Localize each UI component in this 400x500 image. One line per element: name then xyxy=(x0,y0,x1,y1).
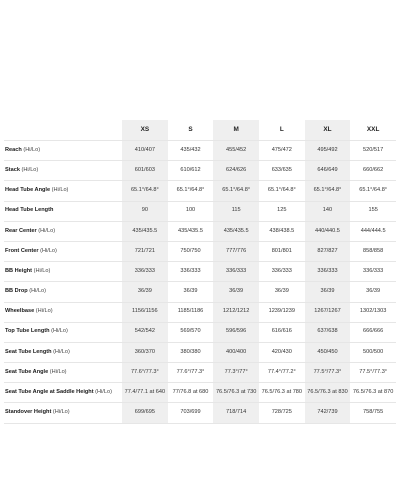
cell-xs: 36/39 xyxy=(122,282,168,302)
cell-xl: 36/39 xyxy=(305,282,351,302)
row-label xyxy=(4,221,122,241)
cell-xl: 637/638 xyxy=(305,322,351,342)
cell-s: 36/39 xyxy=(168,282,214,302)
size-header-m: M xyxy=(213,120,259,141)
row-label xyxy=(4,241,122,261)
cell-l: 77.4°/77.2° xyxy=(259,363,305,383)
row-label-name: Stack xyxy=(5,166,20,173)
row-label-name: Rear Center xyxy=(5,227,37,234)
row-label xyxy=(4,201,122,221)
row-label xyxy=(4,282,122,302)
row-label-unit: (Hi/Lo) xyxy=(34,308,53,315)
row-label-unit: (Hi/Lo) xyxy=(50,187,69,194)
cell-l: 36/39 xyxy=(259,282,305,302)
cell-xxl: 660/662 xyxy=(350,161,396,181)
cell-l: 801/801 xyxy=(259,241,305,261)
cell-l: 616/616 xyxy=(259,322,305,342)
row-label-unit: (Hi/Lo) xyxy=(49,328,68,335)
cell-xl: 646/649 xyxy=(305,161,351,181)
table-row xyxy=(4,322,396,342)
cell-s: 77/76.8 at 680 xyxy=(168,383,214,403)
cell-xxl: 65.1°/64.8° xyxy=(350,181,396,201)
cell-xs: 601/603 xyxy=(122,161,168,181)
cell-xs: 77.4/77.1 at 640 xyxy=(122,383,168,403)
cell-xs: 1156/1156 xyxy=(122,302,168,322)
cell-s: 65.1°/64.8° xyxy=(168,181,214,201)
cell-xs: 542/542 xyxy=(122,322,168,342)
cell-m: 455/452 xyxy=(213,141,259,161)
row-label-unit: (Hi/Lo) xyxy=(51,409,70,416)
row-label-unit: (Hi/Lo) xyxy=(32,267,51,274)
cell-xxl: 76.5/76.3 at 870 xyxy=(350,383,396,403)
cell-xs: 65.1°/64.8° xyxy=(122,181,168,201)
row-label-unit: (Hi/Lo) xyxy=(93,389,112,396)
table-row xyxy=(4,342,396,362)
row-label-name: Wheelbase xyxy=(5,308,35,315)
table-row xyxy=(4,302,396,322)
cell-xl: 440/440.5 xyxy=(305,221,351,241)
cell-l: 633/635 xyxy=(259,161,305,181)
table-row xyxy=(4,383,396,403)
cell-xs: 360/370 xyxy=(122,342,168,362)
cell-xl: 495/492 xyxy=(305,141,351,161)
row-label xyxy=(4,161,122,181)
table-row xyxy=(4,262,396,282)
size-header-s: S xyxy=(168,120,214,141)
table-row xyxy=(4,201,396,221)
row-label-name: Seat Tube Length xyxy=(5,348,52,355)
size-header-xl: XL xyxy=(305,120,351,141)
cell-s: 435/432 xyxy=(168,141,214,161)
cell-s: 1185/1186 xyxy=(168,302,214,322)
cell-s: 610/612 xyxy=(168,161,214,181)
cell-xs: 435/435.5 xyxy=(122,221,168,241)
cell-xs: 699/695 xyxy=(122,403,168,423)
cell-xxl: 444/444.5 xyxy=(350,221,396,241)
cell-m: 400/400 xyxy=(213,342,259,362)
row-label xyxy=(4,363,122,383)
cell-xs: 77.6°/77.3° xyxy=(122,363,168,383)
row-label-unit: (Hi/Lo) xyxy=(36,227,56,234)
cell-l: 1239/1239 xyxy=(259,302,305,322)
row-label-name: Seat Tube Angle at Saddle Height xyxy=(5,389,94,396)
row-label-name: Head Tube Angle xyxy=(5,187,51,194)
row-label-name: Front Center xyxy=(5,247,39,254)
cell-m: 1212/1212 xyxy=(213,302,259,322)
cell-xxl: 520/517 xyxy=(350,141,396,161)
cell-l: 76.5/76.3 at 780 xyxy=(259,383,305,403)
row-label xyxy=(4,181,122,201)
cell-xxl: 336/333 xyxy=(350,262,396,282)
cell-l: 475/472 xyxy=(259,141,305,161)
cell-s: 750/750 xyxy=(168,241,214,261)
row-label-unit: (Hi/Lo) xyxy=(21,146,41,153)
cell-s: 380/380 xyxy=(168,342,214,362)
row-label xyxy=(4,302,122,322)
row-label xyxy=(4,383,122,403)
cell-xl: 336/333 xyxy=(305,262,351,282)
row-label-unit: (Hi/Lo) xyxy=(51,348,70,355)
cell-l: 336/333 xyxy=(259,262,305,282)
cell-l: 438/438.5 xyxy=(259,221,305,241)
cell-s: 336/333 xyxy=(168,262,214,282)
cell-xs: 410/407 xyxy=(122,141,168,161)
geometry-table xyxy=(4,120,396,424)
cell-m: 115 xyxy=(213,201,259,221)
row-label xyxy=(4,322,122,342)
row-label-name: Top Tube Length xyxy=(5,328,50,335)
cell-xxl: 758/755 xyxy=(350,403,396,423)
cell-xxl: 77.5°/77.3° xyxy=(350,363,396,383)
row-label xyxy=(4,141,122,161)
cell-l: 728/725 xyxy=(259,403,305,423)
table-row xyxy=(4,282,396,302)
cell-xxl: 500/500 xyxy=(350,342,396,362)
row-label-name: BB Drop xyxy=(5,288,28,295)
size-header-xxl: XXL xyxy=(350,120,396,141)
cell-m: 718/714 xyxy=(213,403,259,423)
row-label-name: Standover Height xyxy=(5,409,52,416)
cell-l: 125 xyxy=(259,201,305,221)
size-header-l: L xyxy=(259,120,305,141)
cell-s: 435/435.5 xyxy=(168,221,214,241)
size-header-xs: XS xyxy=(122,120,168,141)
cell-m: 77.3°/77° xyxy=(213,363,259,383)
cell-m: 65.1°/64.8° xyxy=(213,181,259,201)
row-label-name: Seat Tube Angle xyxy=(5,368,49,375)
cell-m: 777/776 xyxy=(213,241,259,261)
size-header-row xyxy=(4,120,396,141)
row-label-unit: (Hi/Lo) xyxy=(27,288,47,295)
cell-m: 624/626 xyxy=(213,161,259,181)
row-label xyxy=(4,342,122,362)
header-corner xyxy=(4,120,122,141)
cell-m: 36/39 xyxy=(213,282,259,302)
geometry-rows xyxy=(4,141,396,424)
cell-xxl: 1302/1303 xyxy=(350,302,396,322)
table-row xyxy=(4,363,396,383)
row-label xyxy=(4,262,122,282)
cell-s: 703/699 xyxy=(168,403,214,423)
cell-xl: 140 xyxy=(305,201,351,221)
row-label-name: Head Tube Length xyxy=(5,207,54,214)
row-label-name: Reach xyxy=(5,146,22,153)
cell-xl: 77.5°/77.3° xyxy=(305,363,351,383)
cell-xxl: 666/666 xyxy=(350,322,396,342)
table-row xyxy=(4,403,396,423)
cell-xl: 450/450 xyxy=(305,342,351,362)
row-label-unit: (Hi/Lo) xyxy=(19,166,39,173)
table-row xyxy=(4,241,396,261)
row-label xyxy=(4,403,122,423)
cell-xl: 76.5/76.3 at 830 xyxy=(305,383,351,403)
table-row xyxy=(4,141,396,161)
cell-m: 76.5/76.3 at 730 xyxy=(213,383,259,403)
cell-s: 569/570 xyxy=(168,322,214,342)
row-label-name: BB Height xyxy=(5,267,33,274)
cell-xxl: 36/39 xyxy=(350,282,396,302)
table-row xyxy=(4,221,396,241)
cell-xxl: 858/858 xyxy=(350,241,396,261)
cell-xs: 721/721 xyxy=(122,241,168,261)
cell-xl: 742/739 xyxy=(305,403,351,423)
table-row xyxy=(4,161,396,181)
cell-xxl: 155 xyxy=(350,201,396,221)
cell-s: 100 xyxy=(168,201,214,221)
row-label-unit: (Hi/Lo) xyxy=(48,368,67,375)
cell-xs: 90 xyxy=(122,201,168,221)
cell-m: 336/333 xyxy=(213,262,259,282)
cell-xl: 65.1°/64.8° xyxy=(305,181,351,201)
geometry-chart xyxy=(4,120,396,424)
cell-xl: 827/827 xyxy=(305,241,351,261)
cell-m: 435/435.5 xyxy=(213,221,259,241)
cell-m: 596/596 xyxy=(213,322,259,342)
cell-s: 77.6°/77.3° xyxy=(168,363,214,383)
cell-l: 420/430 xyxy=(259,342,305,362)
cell-xl: 1267/1267 xyxy=(305,302,351,322)
row-label-unit: (Hi/Lo) xyxy=(38,247,57,254)
cell-l: 65.1°/64.8° xyxy=(259,181,305,201)
table-row xyxy=(4,181,396,201)
cell-xs: 336/333 xyxy=(122,262,168,282)
